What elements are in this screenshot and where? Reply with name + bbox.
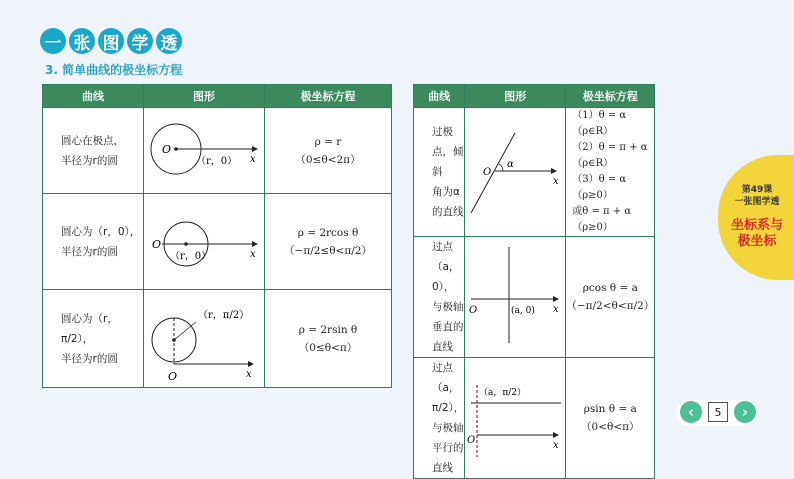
header-char: 张 bbox=[69, 28, 95, 54]
equation-cell bbox=[566, 108, 655, 237]
curve-cell bbox=[43, 290, 144, 388]
col-header-equation: 极坐标方程 bbox=[566, 85, 655, 108]
curve-text: 圆心为（r，π/2）， bbox=[61, 312, 118, 345]
axis-label: x bbox=[246, 368, 252, 380]
point-label: （r，0） bbox=[170, 250, 212, 262]
equation-text: ρcos θ = a bbox=[582, 282, 638, 294]
next-page-button[interactable]: › bbox=[734, 401, 756, 423]
equation-text: ρ = 2rcos θ bbox=[297, 226, 359, 239]
page-number: 5 bbox=[708, 402, 728, 422]
equation-range: （0≤θ<π） bbox=[298, 341, 358, 354]
header-char: 一 bbox=[40, 28, 66, 54]
equation-text: 或θ = π + α（ρ≥0） bbox=[572, 206, 632, 233]
equation-cell bbox=[265, 108, 392, 194]
table-row bbox=[43, 194, 392, 290]
axis-label: x bbox=[553, 304, 559, 315]
equation-range: （−π/2≤θ<π/2） bbox=[284, 244, 372, 257]
circle-at-pole-figure bbox=[144, 109, 264, 193]
curve-text: 圆心在极点， bbox=[61, 134, 124, 147]
curve-text: 过极点，倾斜 bbox=[432, 126, 464, 178]
curve-text: 直线 bbox=[432, 462, 453, 474]
figure-cell bbox=[144, 290, 265, 388]
equation-text: （2）θ = π + α（ρ∈R） bbox=[572, 142, 648, 169]
origin-label: O bbox=[152, 237, 162, 251]
curve-text: 半径为r的圆 bbox=[61, 245, 118, 258]
origin-label: O bbox=[467, 435, 476, 446]
figure-cell bbox=[144, 194, 265, 290]
left-table bbox=[42, 84, 392, 388]
figure-cell bbox=[465, 237, 566, 358]
equation-text: ρ = r bbox=[314, 135, 342, 148]
axis-label: x bbox=[250, 248, 256, 260]
curve-text: 直线 bbox=[432, 341, 453, 353]
curve-text: 过点（a，0）， bbox=[432, 241, 460, 293]
curve-cell bbox=[43, 194, 144, 290]
curve-text: 圆心为（r，0）， bbox=[61, 225, 141, 238]
col-header-figure: 图形 bbox=[144, 85, 265, 108]
table-row bbox=[43, 108, 392, 194]
lesson-subtitle: 一张图学透 bbox=[734, 197, 780, 207]
circle-above-figure bbox=[144, 292, 264, 386]
circle-offset-figure bbox=[144, 197, 264, 287]
curve-text: 半径为r的圆 bbox=[61, 154, 118, 167]
curve-text: 与极轴垂直的 bbox=[432, 301, 464, 333]
col-header-curve: 曲线 bbox=[414, 85, 465, 108]
table-row bbox=[414, 237, 655, 358]
header-char: 透 bbox=[156, 28, 182, 54]
point-label: (a, 0) bbox=[511, 306, 536, 316]
equation-text: （3）θ = α（ρ≥0） bbox=[572, 174, 627, 201]
curve-cell bbox=[414, 358, 465, 479]
header-char: 图 bbox=[98, 28, 124, 54]
equation-cell bbox=[265, 194, 392, 290]
pager-controls bbox=[680, 401, 756, 423]
origin-label: O bbox=[469, 305, 478, 316]
axis-label: x bbox=[553, 440, 559, 451]
figure-cell bbox=[144, 108, 265, 194]
axis-label: x bbox=[553, 176, 559, 187]
header-char: 学 bbox=[127, 28, 153, 54]
vertical-line-figure bbox=[465, 243, 565, 351]
origin-label: O bbox=[168, 369, 178, 383]
table-row bbox=[414, 358, 655, 479]
col-header-equation: 极坐标方程 bbox=[265, 85, 392, 108]
figure-cell bbox=[465, 358, 566, 479]
lesson-topic-line: 极坐标 bbox=[737, 234, 777, 249]
equation-text: ρ = 2rsin θ bbox=[298, 323, 358, 336]
origin-label: O bbox=[483, 167, 492, 178]
curve-text: 半径为r的圆 bbox=[61, 352, 118, 365]
equation-range: （−π/2<θ<π/2） bbox=[566, 300, 655, 312]
prev-page-button[interactable]: ‹ bbox=[680, 401, 702, 423]
line-through-pole-figure bbox=[465, 127, 565, 217]
point-label: （r，π/2） bbox=[198, 309, 250, 321]
angle-label: α bbox=[507, 159, 515, 170]
lesson-topic bbox=[722, 218, 792, 250]
table-header-row bbox=[414, 85, 655, 108]
point-label: （r，0） bbox=[196, 155, 238, 167]
col-header-curve: 曲线 bbox=[43, 85, 144, 108]
curve-text: 过点（a，π/2）， bbox=[432, 362, 465, 414]
right-table bbox=[413, 84, 655, 479]
table-row bbox=[414, 108, 655, 237]
equation-cell bbox=[265, 290, 392, 388]
lesson-badge-text bbox=[722, 184, 792, 250]
curve-cell bbox=[414, 108, 465, 237]
lesson-topic-line: 坐标系与 bbox=[730, 218, 783, 233]
equation-cell bbox=[566, 358, 655, 479]
col-header-figure: 图形 bbox=[465, 85, 566, 108]
lesson-number: 第49课 bbox=[741, 185, 773, 195]
curve-cell bbox=[43, 108, 144, 194]
equation-range: （0≤θ<2π） bbox=[295, 153, 361, 166]
point-label: （a，π/2） bbox=[479, 388, 527, 398]
equation-text: ρsin θ = a bbox=[583, 403, 637, 415]
table-header-row bbox=[43, 85, 392, 108]
curve-text: 角为α的直线 bbox=[432, 186, 464, 218]
curve-cell bbox=[414, 237, 465, 358]
origin-label: O bbox=[162, 142, 172, 156]
equation-text: （1）θ = α（ρ∈R） bbox=[572, 110, 627, 137]
equation-cell bbox=[566, 237, 655, 358]
header-title bbox=[40, 28, 182, 54]
axis-label: x bbox=[250, 153, 256, 165]
table-row bbox=[43, 290, 392, 388]
equation-range: （0<θ<π） bbox=[581, 421, 640, 433]
section-subtitle: 3. 简单曲线的极坐标方程 bbox=[45, 63, 183, 77]
curve-text: 与极轴平行的 bbox=[432, 422, 464, 454]
figure-cell bbox=[465, 108, 566, 237]
